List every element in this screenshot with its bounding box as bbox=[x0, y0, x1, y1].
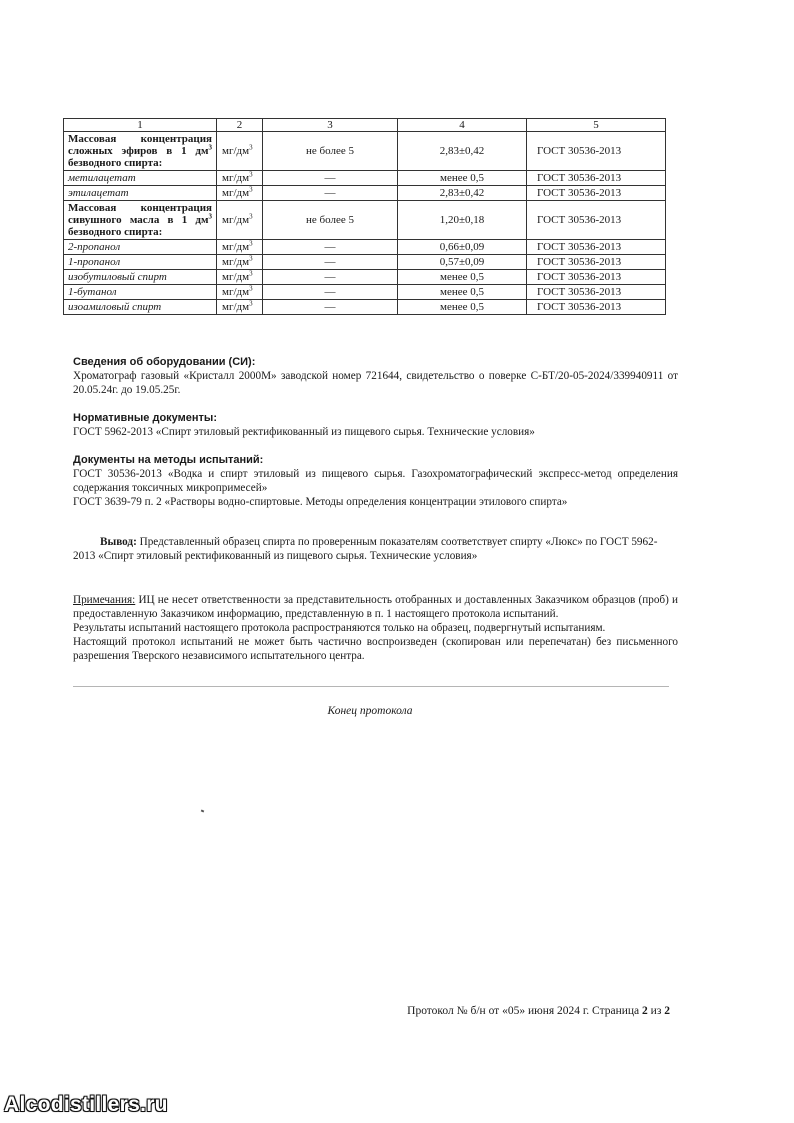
notes-text-2: Результаты испытаний настоящего протокола распространяются только на образец, подвергнутый испытаниям. bbox=[73, 622, 606, 634]
methods-text-2: ГОСТ 3639-79 п. 2 «Растворы водно-спиртовые. Методы определения концентрации этилового спирта» bbox=[73, 496, 568, 508]
table-cell-norm: — bbox=[263, 186, 398, 201]
table-header-row bbox=[64, 119, 666, 132]
table-cell-method: ГОСТ 30536-2013 bbox=[527, 285, 666, 300]
table-cell-result: 2,83±0,42 bbox=[398, 186, 527, 201]
notes-section bbox=[73, 593, 678, 663]
table-cell-norm: — bbox=[263, 255, 398, 270]
table-cell-unit: $мг/дм^3$ bbox=[217, 285, 263, 300]
conclusion-label: Вывод: bbox=[100, 536, 137, 548]
table-cell-result: менее 0,5 bbox=[398, 285, 527, 300]
table-cell-norm: — bbox=[263, 270, 398, 285]
notes-text-3: Настоящий протокол испытаний не может быть частично воспроизведен (скопирован или перепечатан) без письменного разрешения Тверского независимого испытательного центра. bbox=[73, 636, 678, 662]
table-cell-unit: $мг/дм^3$ bbox=[217, 300, 263, 315]
table-cell-name: 1-бутанол bbox=[64, 285, 217, 300]
table-cell-method: ГОСТ 30536-2013 bbox=[527, 171, 666, 186]
table-cell-unit: $мг/дм^3$ bbox=[217, 132, 263, 171]
table-cell-name: изоамиловый спирт bbox=[64, 300, 217, 315]
table-cell-result: менее 0,5 bbox=[398, 270, 527, 285]
table-cell-result: 0,57±0,09 bbox=[398, 255, 527, 270]
table-row bbox=[64, 240, 666, 255]
table-header-cell: 3 bbox=[263, 119, 398, 132]
table-cell-result: 0,66±0,09 bbox=[398, 240, 527, 255]
table-cell-name: изобутиловый спирт bbox=[64, 270, 217, 285]
scan-speck bbox=[201, 809, 205, 812]
table-cell-norm: — bbox=[263, 285, 398, 300]
methods-section bbox=[73, 453, 678, 509]
table-cell-method: ГОСТ 30536-2013 bbox=[527, 300, 666, 315]
table-body bbox=[64, 132, 666, 315]
table-cell-norm: не более 5 bbox=[263, 201, 398, 240]
table-row bbox=[64, 285, 666, 300]
table-group-row bbox=[64, 201, 666, 240]
table-cell-method: ГОСТ 30536-2013 bbox=[527, 240, 666, 255]
table-cell-norm: — bbox=[263, 300, 398, 315]
methods-text-1: ГОСТ 30536-2013 «Водка и спирт этиловый из пищевого сырья. Газохроматографический экспресс-метод определения содержания токсичных микропримесей» bbox=[73, 468, 678, 494]
equipment-heading: Сведения об оборудовании (СИ): bbox=[73, 356, 256, 368]
footer-prefix: Протокол № б/н от «05» июня 2024 г. Страница bbox=[407, 1005, 640, 1017]
table-cell-method: ГОСТ 30536-2013 bbox=[527, 270, 666, 285]
table-group-row bbox=[64, 132, 666, 171]
table-row bbox=[64, 171, 666, 186]
table-cell-unit: $мг/дм^3$ bbox=[217, 240, 263, 255]
table-cell-method: ГОСТ 30536-2013 bbox=[527, 201, 666, 240]
table-cell-name: метилацетат bbox=[64, 171, 217, 186]
footer-page: 2 bbox=[642, 1005, 648, 1017]
table-cell-result: менее 0,5 bbox=[398, 300, 527, 315]
table-cell-method: ГОСТ 30536-2013 bbox=[527, 132, 666, 171]
normative-heading: Нормативные документы: bbox=[73, 412, 217, 424]
table-cell-norm: не более 5 bbox=[263, 132, 398, 171]
table-row bbox=[64, 300, 666, 315]
table-header-cell: 4 bbox=[398, 119, 527, 132]
table-cell-norm: — bbox=[263, 240, 398, 255]
table-cell-result: менее 0,5 bbox=[398, 171, 527, 186]
table-cell-unit: $мг/дм^3$ bbox=[217, 255, 263, 270]
table-header-cell: 5 bbox=[527, 119, 666, 132]
watermark-text: Alcodistillers.ru bbox=[4, 1093, 168, 1116]
table-cell-unit: $мг/дм^3$ bbox=[217, 186, 263, 201]
table-cell-unit: $мг/дм^3$ bbox=[217, 171, 263, 186]
footer-of: из bbox=[650, 1005, 662, 1017]
table-cell-name: 2-пропанол bbox=[64, 240, 217, 255]
footer-total: 2 bbox=[664, 1005, 670, 1017]
equipment-text: Хроматограф газовый «Кристалл 2000М» заводской номер 721644, свидетельство о поверке С-БТ/20-05-2024/339940911 от 20.05.24г. до 19.05.25г. bbox=[73, 370, 678, 396]
table-cell-unit: $мг/дм^3$ bbox=[217, 201, 263, 240]
table-cell-result: 2,83±0,42 bbox=[398, 132, 527, 171]
table-row bbox=[64, 270, 666, 285]
equipment-section bbox=[73, 355, 678, 397]
table-cell-method: ГОСТ 30536-2013 bbox=[527, 186, 666, 201]
normative-text: ГОСТ 5962-2013 «Спирт этиловый ректификованный из пищевого сырья. Технические условия» bbox=[73, 426, 535, 438]
table-cell-norm: — bbox=[263, 171, 398, 186]
notes-text-1: ИЦ не несет ответственности за представительность отобранных и доставленных Заказчиком образцов (проб) и предоставленную Заказчиком информацию, представленную в п. 1 настоящего протокола испытаний. bbox=[73, 594, 679, 620]
table-cell-name: этилацетат bbox=[64, 186, 217, 201]
table-header-cell: 1 bbox=[64, 119, 217, 132]
results-table bbox=[63, 118, 666, 315]
table-cell-method: ГОСТ 30536-2013 bbox=[527, 255, 666, 270]
normative-section bbox=[73, 411, 678, 439]
table-cell-name: Массовая концентрация сивушного масла в 1 $дм^3$ безводного спирта: bbox=[64, 201, 217, 240]
table-cell-name: 1-пропанол bbox=[64, 255, 217, 270]
table-row bbox=[64, 186, 666, 201]
table-row bbox=[64, 255, 666, 270]
page-footer bbox=[407, 1005, 670, 1017]
table-cell-name: Массовая концентрация сложных эфиров в 1 $дм^3$ безводного спирта: bbox=[64, 132, 217, 171]
table-cell-result: 1,20±0,18 bbox=[398, 201, 527, 240]
table-cell-unit: $мг/дм^3$ bbox=[217, 270, 263, 285]
methods-heading: Документы на методы испытаний: bbox=[73, 454, 264, 466]
table-header-cell: 2 bbox=[217, 119, 263, 132]
divider-line bbox=[73, 686, 669, 687]
end-of-protocol: Конец протокола bbox=[327, 705, 413, 717]
notes-label: Примечания: bbox=[73, 594, 136, 606]
conclusion-section bbox=[73, 535, 678, 563]
conclusion-text: Представленный образец спирта по проверенным показателям соответствует спирту «Люкс» по ГОСТ 5962-2013 «Спирт этиловый ректификованный из пищевого сырья. Технические условия» bbox=[73, 536, 658, 562]
